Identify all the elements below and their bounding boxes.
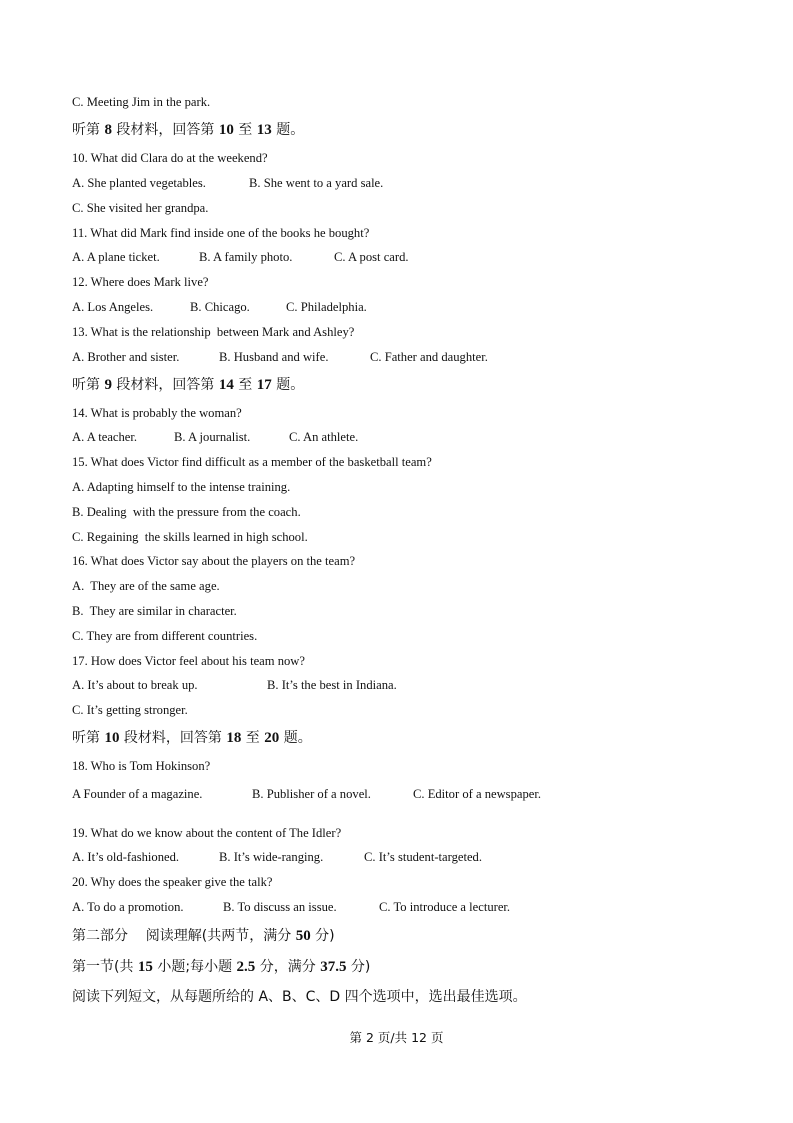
question-15: 15. What does Victor find difficult as a member of the basketball team?: [72, 455, 432, 469]
q18-option-c: C. Editor of a newspaper.: [413, 787, 542, 801]
section-10-heading: 听第 10 段材料，回答第 18 至 20 题。: [72, 730, 312, 746]
question-20: 20. Why does the speaker give the talk?: [72, 875, 273, 889]
question-19: 19. What do we know about the content of The Idler?: [72, 826, 342, 840]
question-16: 16. What does Victor say about the players on the team?: [72, 554, 356, 568]
q12-option-b: B. Chicago.: [190, 300, 250, 314]
q14-option-c: C. An athlete.: [289, 430, 359, 444]
q17-option-a: A. It’s about to break up.: [72, 678, 198, 692]
q10-option-b: B. She went to a yard sale.: [249, 176, 384, 190]
q12-options-row: [72, 299, 367, 315]
q15-option-c: C. Regaining the skills learned in high school.: [72, 530, 308, 544]
q14-option-b: B. A journalist.: [174, 430, 251, 444]
q16-option-a: A. They are of the same age.: [72, 579, 220, 593]
q15-option-b: B. Dealing with the pressure from the coach.: [72, 505, 301, 519]
q11-option-b: B. A family photo.: [199, 250, 293, 264]
q10-option-c: C. She visited her grandpa.: [72, 201, 209, 215]
q12-option-c: C. Philadelphia.: [286, 300, 367, 314]
q14-option-a: A. A teacher.: [72, 430, 138, 444]
question-13: 13. What is the relationship between Mark and Ashley?: [72, 325, 355, 339]
part-2-section-1-heading: 第一节(共 15 小题;每小题 2.5 分，满分 37.5 分): [72, 959, 371, 975]
part-2-heading: 第二部分 阅读理解(共两节，满分 50 分): [72, 928, 335, 944]
question-10: 10. What did Clara do at the weekend?: [72, 151, 268, 165]
q11-option-a: A. A plane ticket.: [72, 250, 160, 264]
question-11: 11. What did Mark find inside one of the books he bought?: [72, 226, 370, 240]
q18-options-row: [72, 786, 541, 802]
q11-option-c: C. A post card.: [334, 250, 409, 264]
q20-option-b: B. To discuss an issue.: [223, 900, 337, 914]
q13-options-row: [72, 349, 488, 365]
q20-option-a: A. To do a promotion.: [72, 900, 184, 914]
q18-option-a: A Founder of a magazine.: [72, 787, 203, 801]
question-18: 18. Who is Tom Hokinson?: [72, 759, 211, 773]
q19-option-b: B. It’s wide-ranging.: [219, 850, 324, 864]
q17-option-b: B. It’s the best in Indiana.: [267, 678, 397, 692]
q13-option-b: B. Husband and wife.: [219, 350, 329, 364]
q11-options-row: [72, 249, 409, 265]
q10-options-row: [72, 175, 383, 191]
question-17: 17. How does Victor feel about his team now?: [72, 654, 305, 668]
q9-option-c: C. Meeting Jim in the park.: [72, 95, 211, 109]
q10-option-a: A. She planted vegetables.: [72, 176, 206, 190]
page-footer: 第 2 页/共 12 页: [349, 1030, 444, 1045]
q12-option-a: A. Los Angeles.: [72, 300, 154, 314]
q19-option-c: C. It’s student-targeted.: [364, 850, 482, 864]
q17-option-c: C. It’s getting stronger.: [72, 703, 188, 717]
question-14: 14. What is probably the woman?: [72, 406, 242, 420]
q17-options-row: [72, 677, 397, 693]
section-9-heading: 听第 9 段材料，回答第 14 至 17 题。: [72, 377, 305, 393]
q20-options-row: [72, 899, 510, 915]
q14-options-row: [72, 429, 358, 445]
q19-option-a: A. It’s old-fashioned.: [72, 850, 180, 864]
section-8-heading: 听第 8 段材料，回答第 10 至 13 题。: [72, 122, 305, 138]
q15-option-a: A. Adapting himself to the intense training.: [72, 480, 291, 494]
q16-option-b: B. They are similar in character.: [72, 604, 237, 618]
q18-option-b: B. Publisher of a novel.: [252, 787, 371, 801]
q16-option-c: C. They are from different countries.: [72, 629, 258, 643]
q13-option-a: A. Brother and sister.: [72, 350, 180, 364]
q13-option-c: C. Father and daughter.: [370, 350, 488, 364]
question-12: 12. Where does Mark live?: [72, 275, 209, 289]
q19-options-row: [72, 849, 482, 865]
q20-option-c: C. To introduce a lecturer.: [379, 900, 511, 914]
reading-instructions: 阅读下列短文，从每题所给的 A、B、C、D 四个选项中，选出最佳选项。: [72, 989, 527, 1005]
